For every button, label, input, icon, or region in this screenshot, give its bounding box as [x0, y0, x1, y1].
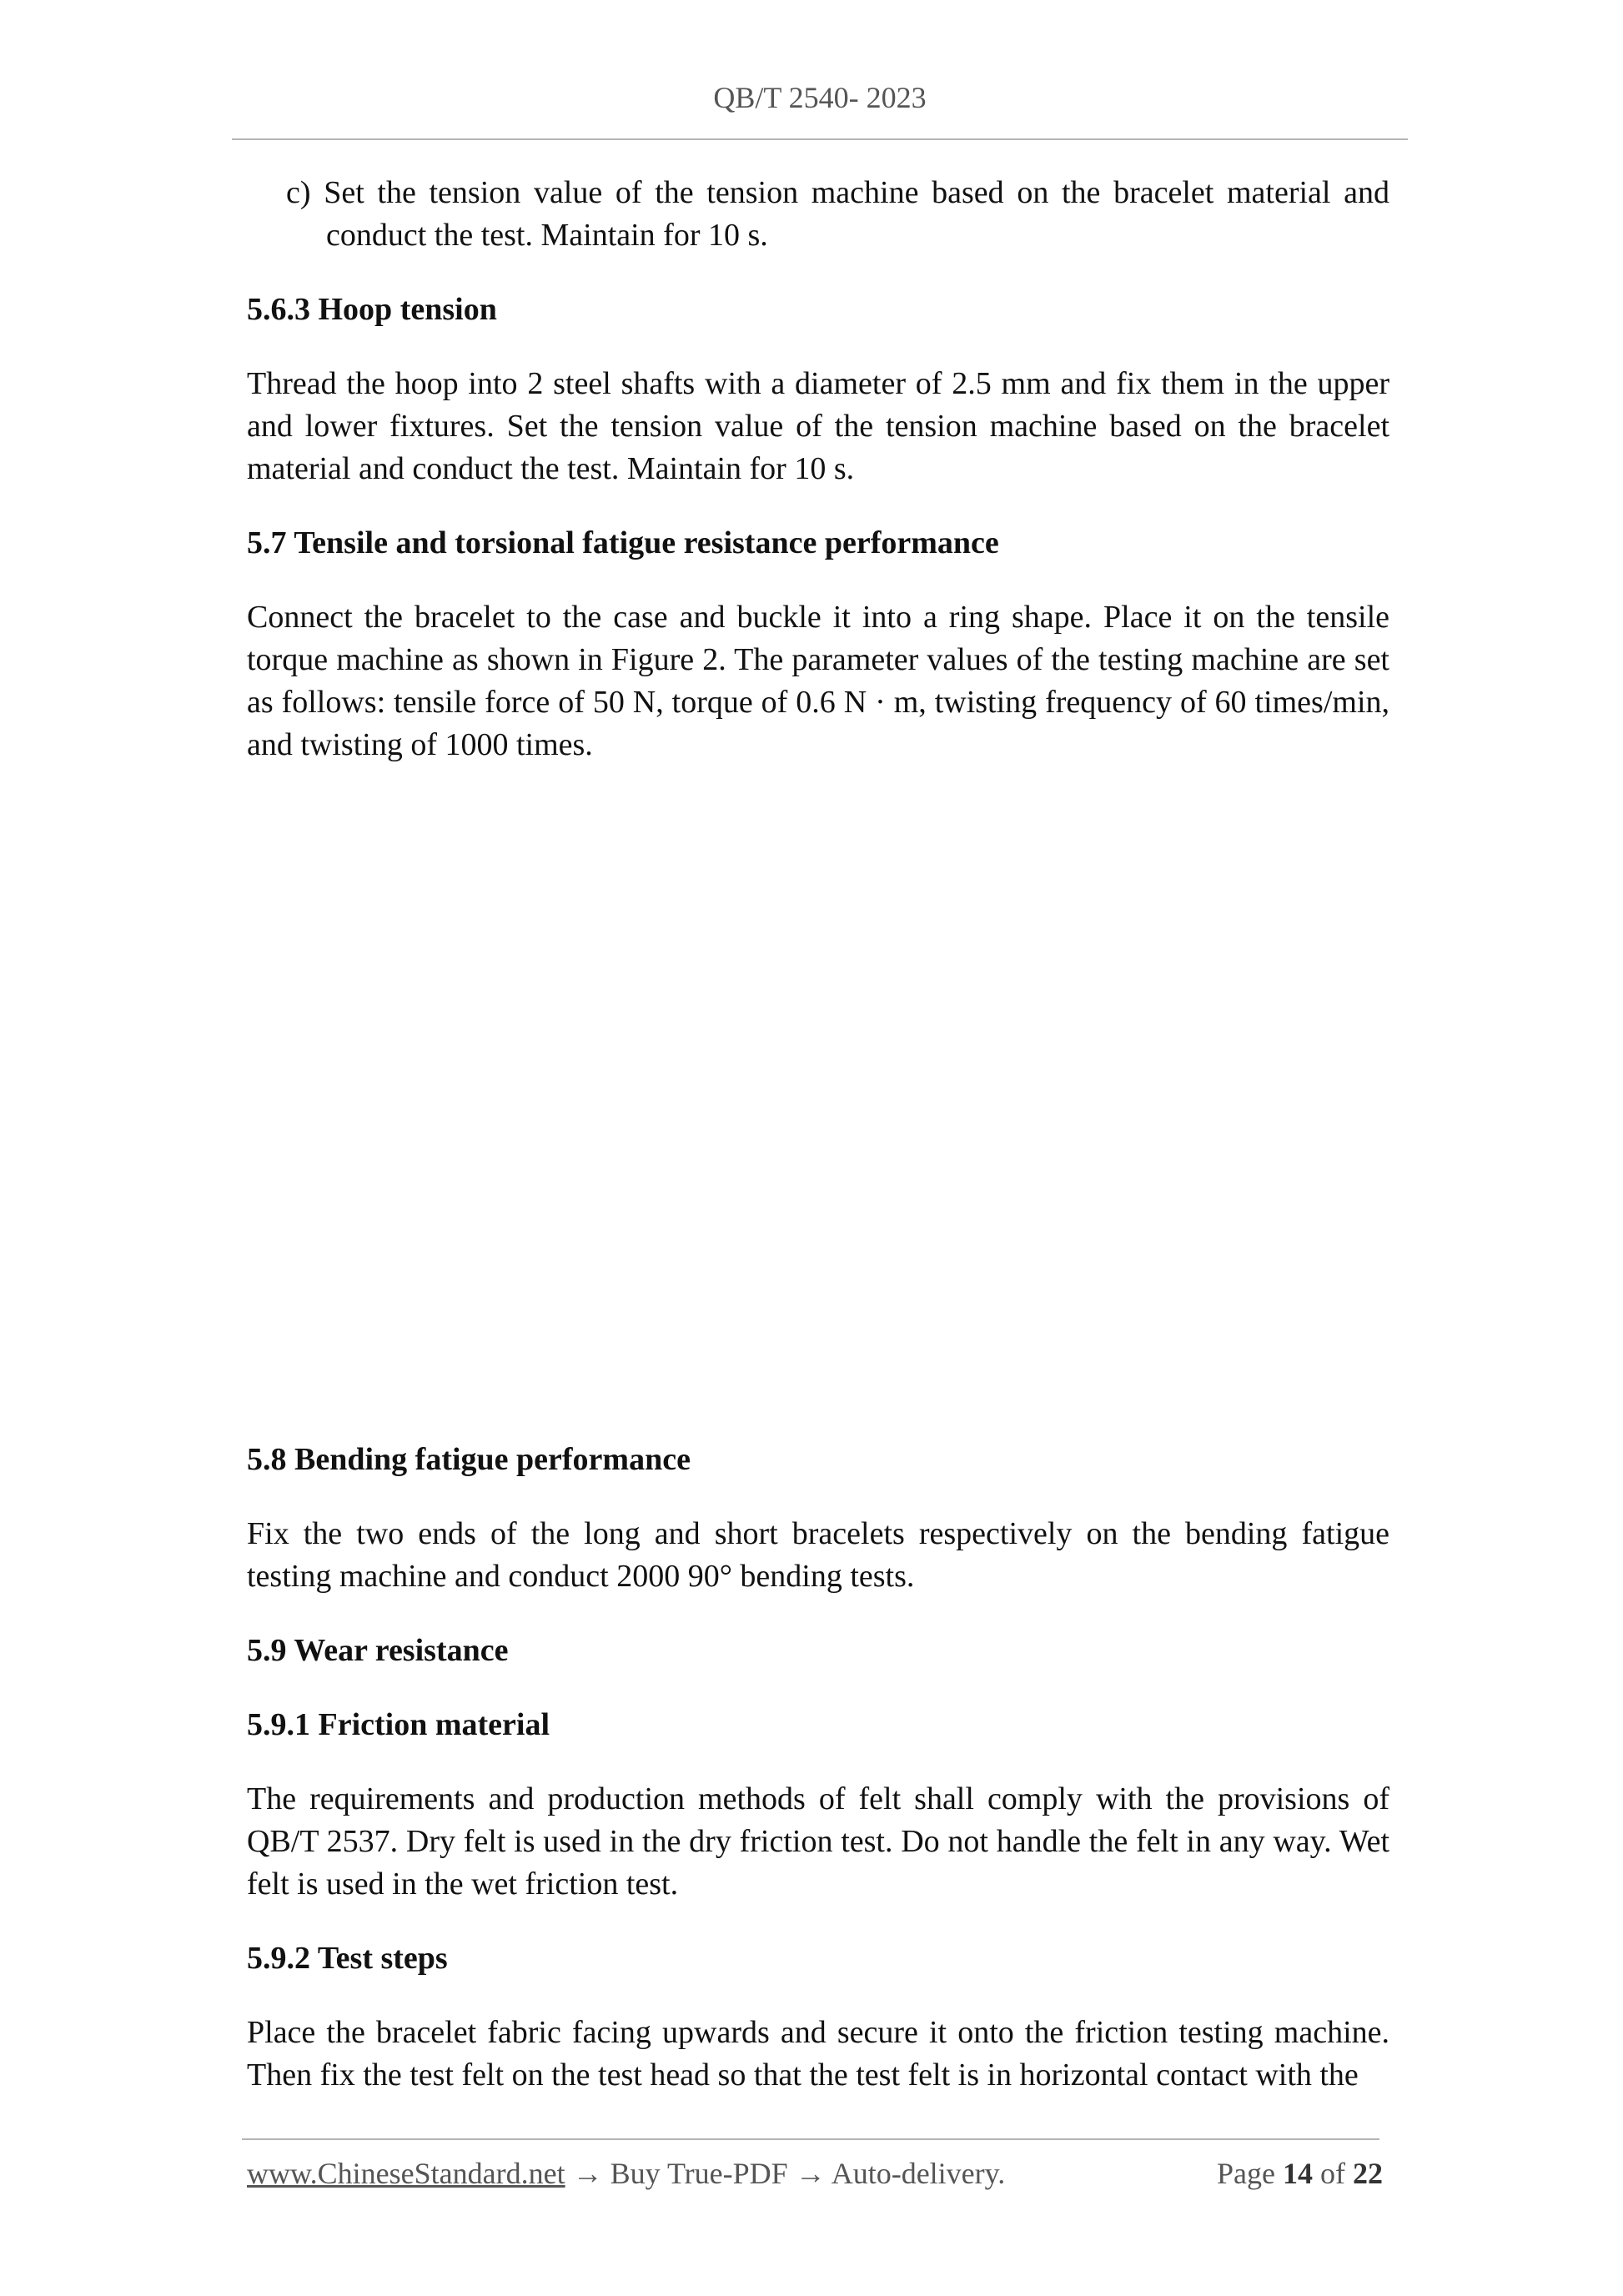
footer-promo	[247, 2156, 1005, 2191]
section-heading-5-6-3: 5.6.3 Hoop tension	[247, 292, 497, 327]
page-header	[232, 80, 1408, 115]
page-current: 14	[1283, 2157, 1313, 2190]
page-of-label: of	[1320, 2157, 1345, 2190]
buy-pdf-text: Buy True-PDF	[610, 2157, 788, 2190]
header-divider	[232, 138, 1408, 140]
page-body	[247, 172, 1389, 2097]
section-heading-5-9-1: 5.9.1 Friction material	[247, 1707, 550, 1742]
list-item-c: c) Set the tension value of the tension machine based on the bracelet material and conduct the test. Maintain for 10 s.	[286, 175, 1389, 253]
section-heading-5-9: 5.9 Wear resistance	[247, 1633, 509, 1668]
section-heading-5-8: 5.8 Bending fatigue performance	[247, 1442, 691, 1477]
section-body-5-7: Connect the bracelet to the case and buckle it into a ring shape. Place it on the tensile torque machine as shown in Figure 2. The parameter values of the testing machine are set as follows: tensile force of 50 N, torque of 0.6 N · m, twisting frequency of 60 times/min, and twisting of 1000 times.	[247, 600, 1389, 762]
auto-delivery-text: Auto-delivery.	[831, 2157, 1006, 2190]
document-code: QB/T 2540- 2023	[713, 81, 927, 114]
website-link[interactable]: www.ChineseStandard.net	[247, 2157, 565, 2190]
footer-divider	[242, 2138, 1379, 2140]
section-body-5-9-1: The requirements and production methods of felt shall comply with the provisions of QB/T 2537. Dry felt is used in the dry friction test. Do not handle the felt in any way. Wet felt is used in the wet friction test.	[247, 1781, 1389, 1902]
section-heading-5-7: 5.7 Tensile and torsional fatigue resistance performance	[247, 525, 999, 560]
section-body-5-9-2: Place the bracelet fabric facing upwards and secure it onto the friction testing machine. Then fix the test felt on the test head so that the test felt is in horizontal contact with the	[247, 2015, 1389, 2093]
section-body-5-8: Fix the two ends of the long and short bracelets respectively on the bending fatigue testing machine and conduct 2000 90° bending tests.	[247, 1516, 1389, 1594]
arrow-right-icon: →	[795, 2157, 826, 2190]
page-footer	[247, 2156, 1383, 2191]
page-total: 22	[1353, 2157, 1383, 2190]
arrow-right-icon: →	[572, 2157, 603, 2190]
section-body-5-6-3: Thread the hoop into 2 steel shafts with a diameter of 2.5 mm and fix them in the upper and lower fixtures. Set the tension value of the tension machine based on the bracelet material and conduct the test. Maintain for 10 s.	[247, 366, 1389, 486]
page-number	[1217, 2156, 1383, 2191]
section-heading-5-9-2: 5.9.2 Test steps	[247, 1941, 448, 1976]
page-label: Page	[1217, 2157, 1275, 2190]
figure-placeholder	[247, 766, 1389, 1407]
